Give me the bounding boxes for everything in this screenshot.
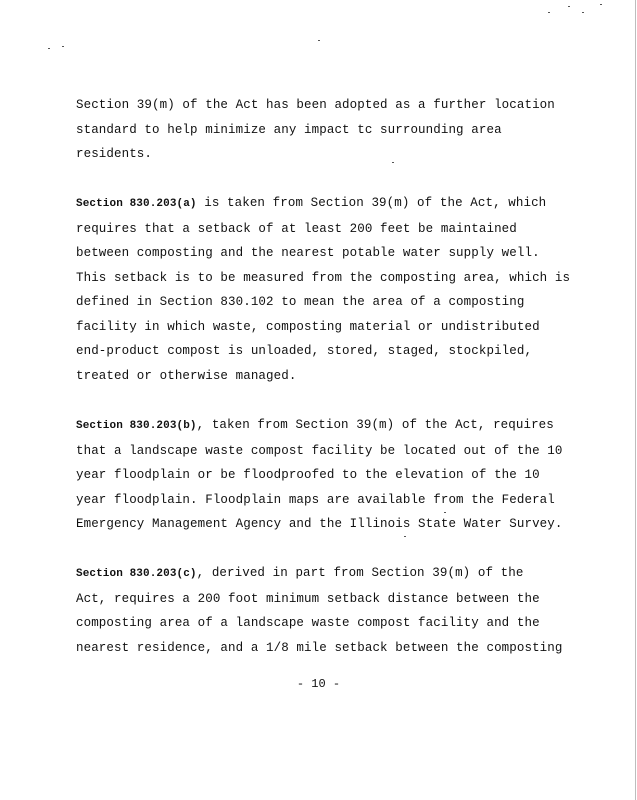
paragraph-location-standard [76,93,576,167]
scan-speck [404,536,406,537]
text-line: defined in Section 830.102 to mean the area of a composting [76,295,525,309]
section-heading: Section 830.203(c) [76,568,197,580]
text-line: between composting and the nearest potable water supply well. [76,246,540,260]
section-heading: Section 830.203(a) [76,198,197,210]
text-line [76,561,576,587]
section-heading: Section 830.203(b) [76,420,197,432]
scan-speck [62,46,64,47]
scan-speck [548,12,550,13]
text-run: , derived in part from Section 39(m) of the [196,566,524,580]
text-line: Section 39(m) of the Act has been adopted as a further location [76,98,555,112]
text-line: nearest residence, and a 1/8 mile setback between the composting [76,640,563,655]
scan-edge-line [635,0,636,800]
text-line: Act, requires a 200 foot minimum setback distance between the [76,591,540,606]
text-line: year floodplain. Floodplain maps are available from the Federal [76,492,555,507]
scan-speck [392,162,394,163]
page-number: - 10 - [296,677,341,691]
text-run: , taken from Section 39(m) of the Act, requires [196,418,554,432]
paragraph-section-830-203-a [76,191,576,388]
text-line: year floodplain or be floodproofed to the elevation of the 10 [76,468,540,482]
paragraph-section-830-203-c [76,561,576,660]
scan-speck [582,12,584,13]
scan-speck [318,40,320,41]
text-line: composting area of a landscape waste compost facility and the [76,616,540,630]
text-line: standard to help minimize any impact tc surrounding area [76,122,502,137]
text-line: requires that a setback of at least 200 feet be maintained [76,221,517,236]
text-line: Emergency Management Agency and the Illinois State Water Survey. [76,517,563,531]
text-run: is taken from Section 39(m) of the Act, which [196,196,547,210]
text-line: that a landscape waste compost facility be located out of the 10 [76,443,563,458]
text-line: treated or otherwise managed. [76,368,297,383]
text-line [76,191,576,217]
paragraph-section-830-203-b [76,413,576,537]
scan-speck [444,512,446,513]
scan-speck [568,6,570,7]
text-line: end-product compost is unloaded, stored, staged, stockpiled, [76,344,533,358]
text-line: residents. [76,147,153,161]
scan-speck [600,4,602,5]
text-line: facility in which waste, composting material or undistributed [76,319,540,334]
text-line [76,413,576,439]
scan-speck [48,48,50,49]
text-line: This setback is to be measured from the composting area, which is [76,270,571,285]
